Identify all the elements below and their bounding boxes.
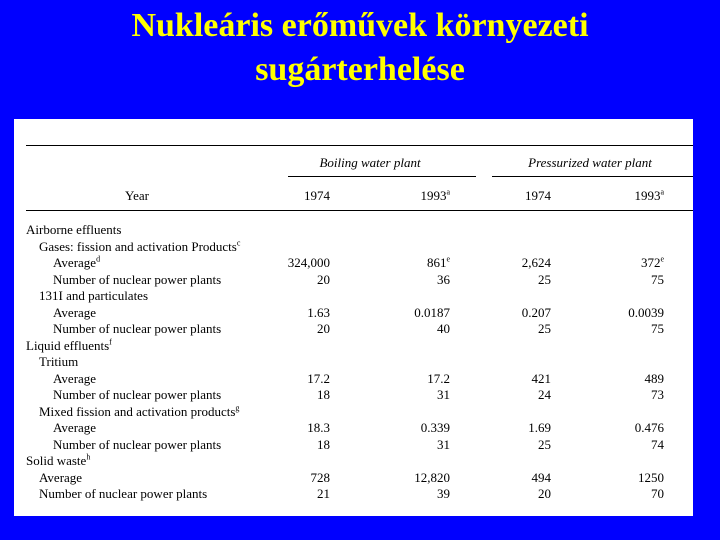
group-header-bwr: Boiling water plant — [319, 155, 421, 170]
row-label: Average — [39, 469, 83, 485]
row-label: Number of nuclear power plants — [53, 436, 222, 452]
row-label-footnote-mark: d — [96, 254, 101, 264]
table-cell: 20 — [317, 321, 330, 336]
table-top-rule — [26, 145, 693, 146]
row-label: Average — [53, 420, 97, 435]
table-cell: 18 — [317, 387, 330, 402]
table-cell: 36 — [437, 271, 450, 287]
table-cell: 728 — [310, 469, 330, 485]
row-label: Average — [53, 370, 97, 386]
row-label: Number of nuclear power plants — [53, 321, 222, 336]
table-cell: 73 — [651, 387, 664, 402]
row-label: 131I and particulates — [39, 288, 149, 303]
year-header-1: 1974 — [304, 188, 330, 203]
row-label: Number of nuclear power plants — [53, 271, 222, 287]
slide-title — [0, 4, 720, 92]
row-label: Airborne effluents — [26, 222, 122, 237]
table-cell: 18 — [317, 436, 330, 452]
table-cell: 324,000 — [287, 255, 330, 270]
year-header-footnote-mark: a — [660, 187, 664, 197]
table-cell: 421 — [531, 370, 551, 386]
table-cell: 1250 — [638, 469, 664, 485]
table-cell-footnote-mark: e — [446, 254, 450, 264]
group-header-pwr: Pressurized water plant — [528, 155, 652, 170]
row-label: Mixed fission and activation products$^g$ — [39, 403, 240, 419]
year-label: Year — [125, 188, 149, 203]
table-cell: 24 — [538, 387, 551, 402]
header-rule — [26, 210, 693, 211]
year-header-3: 1974 — [525, 188, 551, 203]
table-cell: 17.2 — [427, 370, 450, 386]
table-cell: 75 — [651, 271, 664, 287]
table-cell: 31 — [437, 387, 450, 402]
table-cell: 372e — [640, 254, 664, 270]
table-cell: 18.3 — [307, 420, 330, 435]
row-label: Solid waste$^h$ — [26, 452, 91, 468]
table-cell: 20 — [317, 271, 330, 287]
year-header-2: 1993$^a$ — [420, 187, 450, 203]
group-rule-bwr — [288, 176, 476, 177]
row-label: Tritium — [39, 354, 79, 369]
table-cell: 0.207 — [521, 304, 551, 320]
table-cell: 0.476 — [634, 420, 664, 435]
row-label: Liquid effluents$^f$ — [26, 337, 112, 353]
row-label-footnote-mark: f — [109, 337, 112, 347]
table-cell: 40 — [437, 321, 450, 336]
row-label-footnote-mark: g — [235, 403, 240, 413]
table-cell: 17.2 — [307, 370, 330, 386]
table-cell: 1.63 — [307, 304, 330, 320]
table-cell: 20 — [538, 486, 551, 501]
table-cell: 25 — [538, 321, 551, 336]
table-cell: 74 — [651, 436, 664, 452]
table-panel — [14, 119, 693, 516]
table-cell: 0.339 — [420, 420, 450, 435]
slide-title-line-2: sugárterhelése — [255, 51, 465, 88]
slide-title-line-1: Nukleáris erőművek környezeti — [131, 7, 589, 44]
table-cell-footnote-mark: e — [660, 254, 664, 264]
table-cell: 1.69 — [528, 420, 551, 435]
year-header-4: 1993$^a$ — [634, 187, 664, 203]
table-cell: 0.0039 — [628, 304, 664, 320]
table-cell: 70 — [651, 486, 664, 501]
table-cell: 861e — [426, 254, 450, 270]
table-cell: 12,820 — [414, 469, 450, 485]
table-cell: 25 — [538, 436, 551, 452]
table-cell: 39 — [437, 486, 450, 501]
row-label: Average$^d$ — [53, 254, 101, 270]
table-cell: 489 — [644, 370, 664, 386]
group-rule-pwr — [492, 176, 693, 177]
table-cell: 2,624 — [521, 255, 551, 270]
row-label: Number of nuclear power plants — [39, 486, 208, 501]
table-cell: 0.0187 — [414, 304, 450, 320]
table-cell: 31 — [437, 436, 450, 452]
row-label: Gases: fission and activation Products$^c$ — [39, 238, 241, 254]
table-cell: 21 — [317, 486, 330, 501]
table-cell: 75 — [651, 321, 664, 336]
table-cell: 25 — [538, 271, 551, 287]
table-cell: 494 — [531, 469, 551, 485]
year-header-footnote-mark: a — [446, 187, 450, 197]
row-label-footnote-mark: c — [236, 238, 241, 248]
row-label: Average — [53, 304, 97, 320]
row-label: Number of nuclear power plants — [53, 387, 222, 402]
row-label-footnote-mark: h — [86, 452, 91, 462]
